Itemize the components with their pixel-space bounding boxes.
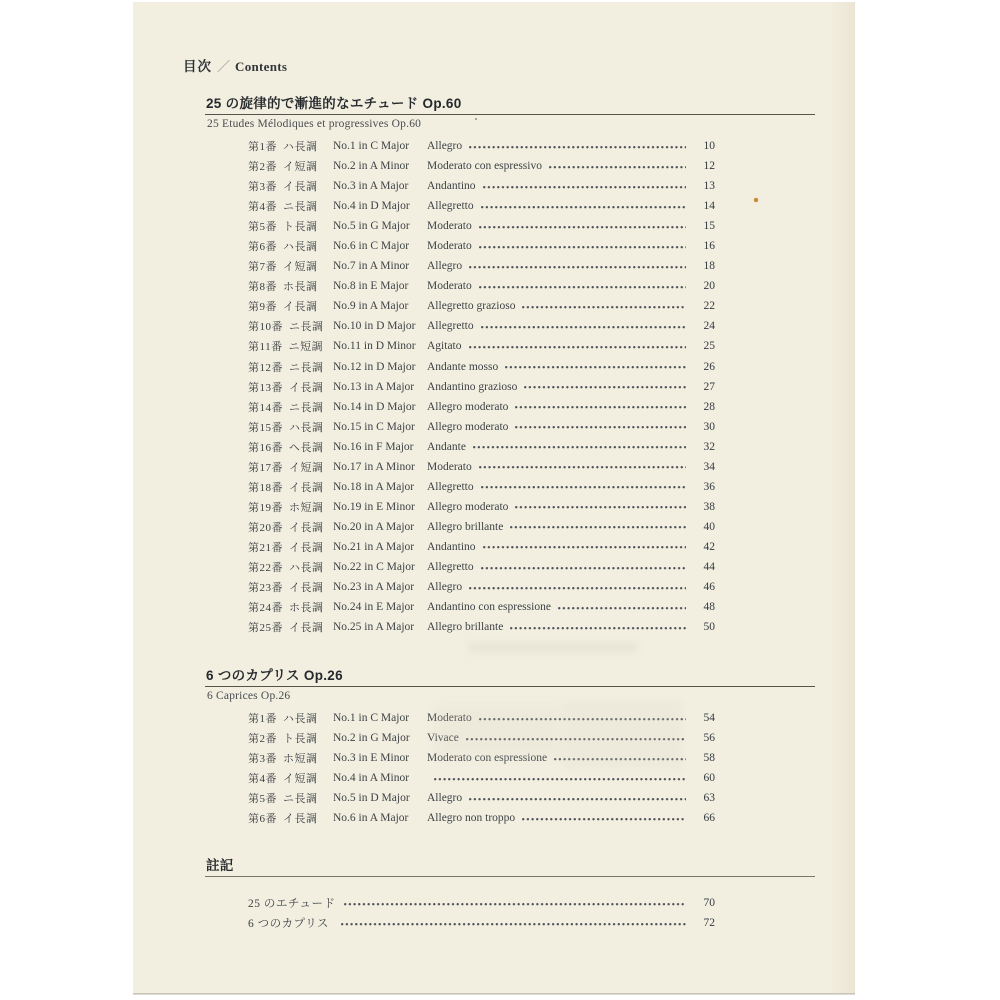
section-notes xyxy=(205,858,815,877)
dotted-leader xyxy=(481,326,686,330)
section-etudes-op60 xyxy=(205,96,815,130)
dotted-leader xyxy=(483,546,686,550)
row-number-en: No.8 in E Major xyxy=(333,280,409,293)
toc-row xyxy=(248,557,715,577)
row-page-number: 24 xyxy=(703,320,715,333)
row-number-en: No.21 in A Major xyxy=(333,540,415,553)
row-number-and-key-jp xyxy=(248,399,333,415)
scan-speck xyxy=(475,118,477,120)
row-tempo-marking: Allegro brillante xyxy=(427,520,504,533)
toc-row xyxy=(248,276,715,296)
scan-speck xyxy=(754,198,758,202)
dotted-leader xyxy=(515,426,686,430)
scanned-toc-page xyxy=(133,2,855,994)
row-number-and-key-jp xyxy=(248,238,333,254)
row-tempo-marking: Allegretto xyxy=(427,320,474,333)
row-page-number: 15 xyxy=(703,220,715,233)
dotted-leader xyxy=(483,186,686,190)
dotted-leader xyxy=(481,206,686,210)
row-key-jp: ハ長調 xyxy=(289,421,324,434)
row-number-en: No.4 in A Minor xyxy=(333,772,410,785)
row-number-and-key-jp xyxy=(248,519,333,535)
row-tempo-marking: Allegro xyxy=(427,260,463,273)
toc-row xyxy=(248,748,715,768)
section-caprices-op26 xyxy=(205,668,815,702)
toc-row xyxy=(248,708,715,728)
dotted-leader xyxy=(515,406,686,410)
row-number-and-key-jp xyxy=(248,710,333,726)
row-tempo-marking: Allegro moderato xyxy=(427,420,509,433)
dotted-leader xyxy=(469,146,686,150)
row-tempo-marking: Allegretto xyxy=(427,200,474,213)
toc-header-title-jp: 目次 xyxy=(183,59,212,74)
row-number-jp: 第17番 xyxy=(248,461,283,474)
row-number-jp: 第1番 xyxy=(248,713,277,726)
row-number-jp: 第8番 xyxy=(248,281,277,294)
row-number-jp: 第24番 xyxy=(248,602,283,615)
row-page-number: 46 xyxy=(703,581,715,594)
row-number-jp: 第23番 xyxy=(248,582,283,595)
row-number-and-key-jp xyxy=(248,258,333,274)
row-number-jp: 第1番 xyxy=(248,141,277,154)
toc-header-title-en: Contents xyxy=(235,59,288,74)
row-number-and-key-jp xyxy=(248,379,333,395)
row-key-jp: イ短調 xyxy=(283,773,318,786)
row-tempo-marking: Allegro brillante xyxy=(427,621,504,634)
row-key-jp: ハ長調 xyxy=(283,713,318,726)
row-page-number: 20 xyxy=(703,280,715,293)
row-number-jp: 第7番 xyxy=(248,261,277,274)
row-key-jp: ホ長調 xyxy=(283,281,318,294)
row-key-jp: イ長調 xyxy=(289,541,324,554)
row-key-jp: イ短調 xyxy=(283,161,318,174)
row-key-jp: イ短調 xyxy=(289,461,324,474)
row-key-jp: ヘ長調 xyxy=(289,441,324,454)
row-tempo-marking: Andantino grazioso xyxy=(427,380,518,393)
row-number-en: No.25 in A Major xyxy=(333,621,415,634)
row-number-en: No.22 in C Major xyxy=(333,561,415,573)
row-number-jp: 第6番 xyxy=(248,241,277,254)
section-title-caprices-op26: 6 つのカプリス Op.26 xyxy=(205,668,815,687)
row-number-and-key-jp xyxy=(248,559,333,575)
row-page-number: 25 xyxy=(703,340,715,353)
dotted-leader xyxy=(434,778,686,782)
row-page-number: 70 xyxy=(703,897,715,910)
row-number-and-key-jp xyxy=(248,619,333,635)
toc-row xyxy=(248,788,715,808)
row-key-jp: ハ長調 xyxy=(283,241,318,254)
row-page-number: 36 xyxy=(703,480,715,493)
row-number-jp: 第14番 xyxy=(248,401,283,414)
toc-row xyxy=(248,236,715,256)
dotted-leader xyxy=(505,366,686,370)
row-number-and-key-jp xyxy=(248,750,333,766)
row-key-jp: ニ短調 xyxy=(288,341,324,354)
toc-row xyxy=(248,357,715,377)
row-number-and-key-jp xyxy=(248,599,333,615)
row-page-number: 27 xyxy=(703,380,715,393)
row-page-number: 50 xyxy=(703,621,715,634)
row-tempo-marking: Allegretto xyxy=(427,480,474,493)
row-tempo-marking: Allegro moderato xyxy=(427,500,509,513)
row-tempo-marking: Allegretto xyxy=(427,561,474,573)
page-edge-shading xyxy=(829,2,855,993)
toc-row xyxy=(248,808,715,828)
row-number-and-key-jp xyxy=(248,479,333,495)
row-number-jp: 第12番 xyxy=(248,361,283,374)
toc-row xyxy=(248,377,715,397)
toc-note-row xyxy=(248,893,715,913)
row-number-jp: 第19番 xyxy=(248,501,283,514)
row-key-jp: ホ長調 xyxy=(289,602,324,615)
scan-smudge xyxy=(468,642,638,653)
dotted-leader xyxy=(510,627,686,631)
row-tempo-marking: Moderato xyxy=(427,240,472,253)
row-tempo-marking: Andante mosso xyxy=(427,360,499,373)
row-page-number: 60 xyxy=(703,772,715,785)
row-page-number: 12 xyxy=(703,160,715,173)
row-key-jp: イ長調 xyxy=(289,521,324,534)
toc-row xyxy=(248,296,715,316)
dotted-leader xyxy=(549,166,686,170)
toc-header-separator: ／ xyxy=(217,59,231,74)
note-row-label: 6 つのカプリス xyxy=(248,918,329,931)
row-tempo-marking: Moderato xyxy=(427,220,472,233)
row-number-en: No.13 in A Major xyxy=(333,380,415,393)
dotted-leader xyxy=(479,286,686,290)
row-number-en: No.3 in E Minor xyxy=(333,752,410,765)
toc-row xyxy=(248,156,715,176)
row-page-number: 28 xyxy=(703,400,715,413)
row-number-and-key-jp xyxy=(248,790,333,806)
row-number-and-key-jp xyxy=(248,318,333,334)
dotted-leader xyxy=(469,266,686,270)
toc-row xyxy=(248,336,715,356)
row-key-jp: ニ長調 xyxy=(289,321,324,334)
row-page-number: 48 xyxy=(703,601,715,614)
row-key-jp: ニ長調 xyxy=(283,793,318,806)
row-number-en: No.2 in G Major xyxy=(333,732,410,745)
row-number-en: No.6 in A Major xyxy=(333,812,409,825)
row-number-jp: 第11番 xyxy=(248,341,283,354)
toc-row xyxy=(248,597,715,617)
row-key-jp: ホ短調 xyxy=(289,501,324,514)
row-tempo-marking: Andante xyxy=(427,440,466,453)
section-title-notes: 註記 xyxy=(205,858,815,877)
dotted-leader xyxy=(469,587,686,591)
row-tempo-marking: Moderato con espressione xyxy=(427,752,548,765)
row-page-number: 13 xyxy=(703,180,715,193)
row-page-number: 44 xyxy=(703,561,715,573)
row-key-jp: ニ長調 xyxy=(289,401,324,414)
row-number-jp: 第9番 xyxy=(248,301,277,314)
row-page-number: 42 xyxy=(703,540,715,553)
row-page-number: 72 xyxy=(703,917,715,930)
row-number-jp: 第4番 xyxy=(248,201,277,214)
row-number-jp: 第2番 xyxy=(248,733,277,746)
dotted-leader xyxy=(479,466,686,470)
row-number-and-key-jp xyxy=(248,138,333,154)
row-tempo-marking: Moderato xyxy=(427,712,472,725)
row-key-jp: ハ長調 xyxy=(289,562,324,574)
toc-row xyxy=(248,477,715,497)
row-key-jp: ニ長調 xyxy=(283,201,318,214)
row-tempo-marking: Moderato xyxy=(427,460,472,473)
dotted-leader xyxy=(479,246,686,250)
dotted-leader xyxy=(469,346,687,350)
toc-row xyxy=(248,176,715,196)
dotted-leader xyxy=(522,306,686,310)
row-tempo-marking: Allegro xyxy=(427,581,463,594)
row-number-and-key-jp xyxy=(248,419,333,435)
toc-table-caprices-op26 xyxy=(248,708,715,828)
section-subtitle-etudes-op60: 25 Etudes Mélodiques et progressives Op.60 xyxy=(207,118,422,130)
row-number-jp: 第5番 xyxy=(248,221,277,234)
row-key-jp: イ長調 xyxy=(283,181,318,194)
row-page-number: 26 xyxy=(703,360,715,373)
toc-row xyxy=(248,497,715,517)
row-tempo-marking: Moderato xyxy=(427,280,472,293)
section-title-etudes-op60: 25 の旋律的で漸進的なエチュード Op.60 xyxy=(205,96,815,115)
row-tempo-marking: Allegro non troppo xyxy=(427,812,516,825)
row-number-jp: 第10番 xyxy=(248,321,283,334)
toc-row xyxy=(248,437,715,457)
row-number-jp: 第13番 xyxy=(248,381,283,394)
row-key-jp: イ長調 xyxy=(289,582,324,595)
row-page-number: 56 xyxy=(703,732,715,745)
row-number-and-key-jp xyxy=(248,539,333,555)
row-page-number: 10 xyxy=(703,140,715,153)
row-number-jp: 第25番 xyxy=(248,622,283,635)
toc-table-notes xyxy=(248,893,715,933)
dotted-leader xyxy=(510,526,686,530)
row-number-en: No.11 in D Minor xyxy=(333,340,416,353)
row-tempo-marking: Allegro moderato xyxy=(427,400,509,413)
dotted-leader xyxy=(522,818,686,822)
toc-row xyxy=(248,577,715,597)
toc-row xyxy=(248,136,715,156)
toc-row xyxy=(248,417,715,437)
row-number-and-key-jp xyxy=(248,810,333,826)
dotted-leader xyxy=(479,226,686,230)
row-number-and-key-jp xyxy=(248,459,333,475)
row-page-number: 58 xyxy=(703,752,715,765)
row-key-jp: ハ長調 xyxy=(283,141,318,154)
row-key-jp: ト長調 xyxy=(283,221,318,234)
toc-row xyxy=(248,216,715,236)
row-number-and-key-jp xyxy=(248,579,333,595)
row-number-en: No.10 in D Major xyxy=(333,320,416,333)
row-number-jp: 第18番 xyxy=(248,481,283,494)
row-key-jp: イ長調 xyxy=(283,813,318,826)
row-page-number: 30 xyxy=(703,420,715,433)
row-number-jp: 第21番 xyxy=(248,541,283,554)
row-tempo-marking: Andantino con espressione xyxy=(427,601,551,614)
row-page-number: 40 xyxy=(703,520,715,533)
row-number-and-key-jp xyxy=(248,359,333,375)
row-key-jp: ニ長調 xyxy=(289,361,324,374)
toc-row xyxy=(248,316,715,336)
row-number-en: No.4 in D Major xyxy=(333,200,410,213)
row-number-jp: 第4番 xyxy=(248,773,277,786)
row-number-en: No.2 in A Minor xyxy=(333,160,410,173)
row-number-en: No.14 in D Major xyxy=(333,400,416,413)
row-number-and-key-jp xyxy=(248,770,333,786)
dotted-leader xyxy=(524,386,686,390)
toc-row xyxy=(248,728,715,748)
row-tempo-marking: Agitato xyxy=(427,340,462,353)
toc-row xyxy=(248,617,715,637)
row-number-en: No.9 in A Major xyxy=(333,300,409,313)
row-page-number: 63 xyxy=(703,792,715,805)
note-row-label: 25 のエチュード xyxy=(248,898,336,911)
row-number-en: No.20 in A Major xyxy=(333,520,415,533)
toc-row xyxy=(248,457,715,477)
row-number-en: No.7 in A Minor xyxy=(333,260,410,273)
row-page-number: 18 xyxy=(703,260,715,273)
dotted-leader xyxy=(469,798,686,802)
row-page-number: 16 xyxy=(703,240,715,253)
dotted-leader xyxy=(558,607,686,611)
row-page-number: 22 xyxy=(703,300,715,313)
toc-table-etudes-op60 xyxy=(248,136,715,637)
row-number-en: No.15 in C Major xyxy=(333,420,415,433)
row-tempo-marking: Andantino xyxy=(427,540,476,553)
row-key-jp: イ長調 xyxy=(289,622,324,635)
row-number-and-key-jp xyxy=(248,298,333,314)
toc-note-row xyxy=(248,913,715,933)
row-number-en: No.17 in A Minor xyxy=(333,460,415,473)
row-number-jp: 第20番 xyxy=(248,521,283,534)
row-page-number: 34 xyxy=(703,460,715,473)
toc-header xyxy=(183,55,287,75)
row-number-and-key-jp xyxy=(248,158,333,174)
row-number-and-key-jp xyxy=(248,178,333,194)
row-number-en: No.12 in D Major xyxy=(333,360,416,373)
toc-row xyxy=(248,397,715,417)
row-key-jp: イ長調 xyxy=(289,381,324,394)
toc-row xyxy=(248,768,715,788)
row-number-jp: 第5番 xyxy=(248,793,277,806)
row-number-jp: 第16番 xyxy=(248,441,283,454)
row-number-jp: 第22番 xyxy=(248,562,283,574)
row-key-jp: ト長調 xyxy=(283,733,318,746)
row-number-en: No.16 in F Major xyxy=(333,440,414,453)
row-page-number: 54 xyxy=(703,712,715,725)
dotted-leader xyxy=(341,923,686,927)
dotted-leader xyxy=(481,567,686,571)
row-number-en: No.18 in A Major xyxy=(333,480,415,493)
row-number-jp: 第15番 xyxy=(248,421,283,434)
row-number-and-key-jp xyxy=(248,499,333,515)
dotted-leader xyxy=(515,506,686,510)
row-tempo-marking: Allegretto grazioso xyxy=(427,300,516,313)
toc-row xyxy=(248,517,715,537)
row-key-jp: イ長調 xyxy=(289,481,324,494)
row-tempo-marking: Allegro xyxy=(427,792,463,805)
row-number-and-key-jp xyxy=(248,218,333,234)
row-tempo-marking: Moderato con espressivo xyxy=(427,160,542,173)
toc-row xyxy=(248,537,715,557)
row-number-en: No.5 in D Major xyxy=(333,792,410,805)
row-number-en: No.23 in A Major xyxy=(333,581,415,594)
row-key-jp: ホ短調 xyxy=(283,753,318,766)
row-number-en: No.1 in C Major xyxy=(333,140,410,153)
dotted-leader xyxy=(554,758,686,762)
row-number-en: No.1 in C Major xyxy=(333,712,410,725)
row-number-and-key-jp xyxy=(248,278,333,294)
row-tempo-marking: Andantino xyxy=(427,180,476,193)
row-number-en: No.19 in E Minor xyxy=(333,500,415,513)
row-number-and-key-jp xyxy=(248,730,333,746)
row-number-jp: 第2番 xyxy=(248,161,277,174)
dotted-leader xyxy=(479,718,686,722)
toc-row xyxy=(248,196,715,216)
row-page-number: 14 xyxy=(703,200,715,213)
row-tempo-marking: Allegro xyxy=(427,140,463,153)
row-page-number: 32 xyxy=(703,440,715,453)
row-key-jp: イ長調 xyxy=(283,301,318,314)
row-number-en: No.6 in C Major xyxy=(333,240,410,253)
row-number-jp: 第3番 xyxy=(248,181,277,194)
row-number-jp: 第6番 xyxy=(248,813,277,826)
row-number-en: No.24 in E Major xyxy=(333,601,415,614)
row-number-en: No.3 in A Major xyxy=(333,180,409,193)
row-page-number: 38 xyxy=(703,500,715,513)
row-key-jp: イ短調 xyxy=(283,261,318,274)
toc-row xyxy=(248,256,715,276)
dotted-leader xyxy=(473,446,686,450)
row-number-and-key-jp xyxy=(248,338,333,354)
section-subtitle-caprices-op26: 6 Caprices Op.26 xyxy=(207,690,291,702)
row-number-and-key-jp xyxy=(248,198,333,214)
row-tempo-marking: Vivace xyxy=(427,732,459,745)
row-page-number: 66 xyxy=(703,812,715,825)
dotted-leader xyxy=(466,738,686,742)
row-number-jp: 第3番 xyxy=(248,753,277,766)
row-number-and-key-jp xyxy=(248,439,333,455)
row-number-en: No.5 in G Major xyxy=(333,220,410,233)
dotted-leader xyxy=(344,903,686,907)
dotted-leader xyxy=(481,486,686,490)
